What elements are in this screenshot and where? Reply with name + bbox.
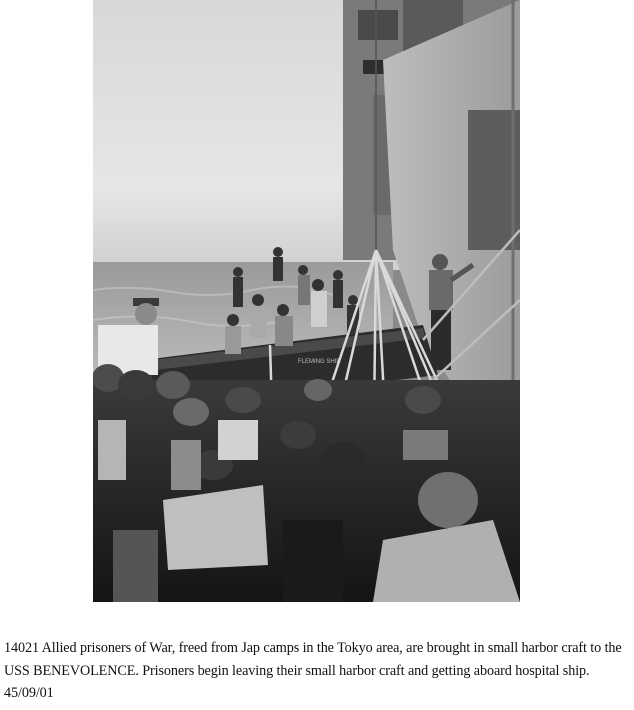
photo-caption: 14021 Allied prisoners of War, freed from Jap camps in the Tokyo area, are brought in small harbor craft to the USS BENEVOLENCE. Prisoners begin leaving their small harbor craft and getting aboard hospital ship. 45/09/01: [4, 640, 622, 701]
hull-marking: FLEMING SHIP: [298, 359, 341, 365]
archival-photo: [93, 0, 520, 602]
foreground-crowd: [93, 364, 520, 602]
photo-illustration: [93, 0, 520, 602]
